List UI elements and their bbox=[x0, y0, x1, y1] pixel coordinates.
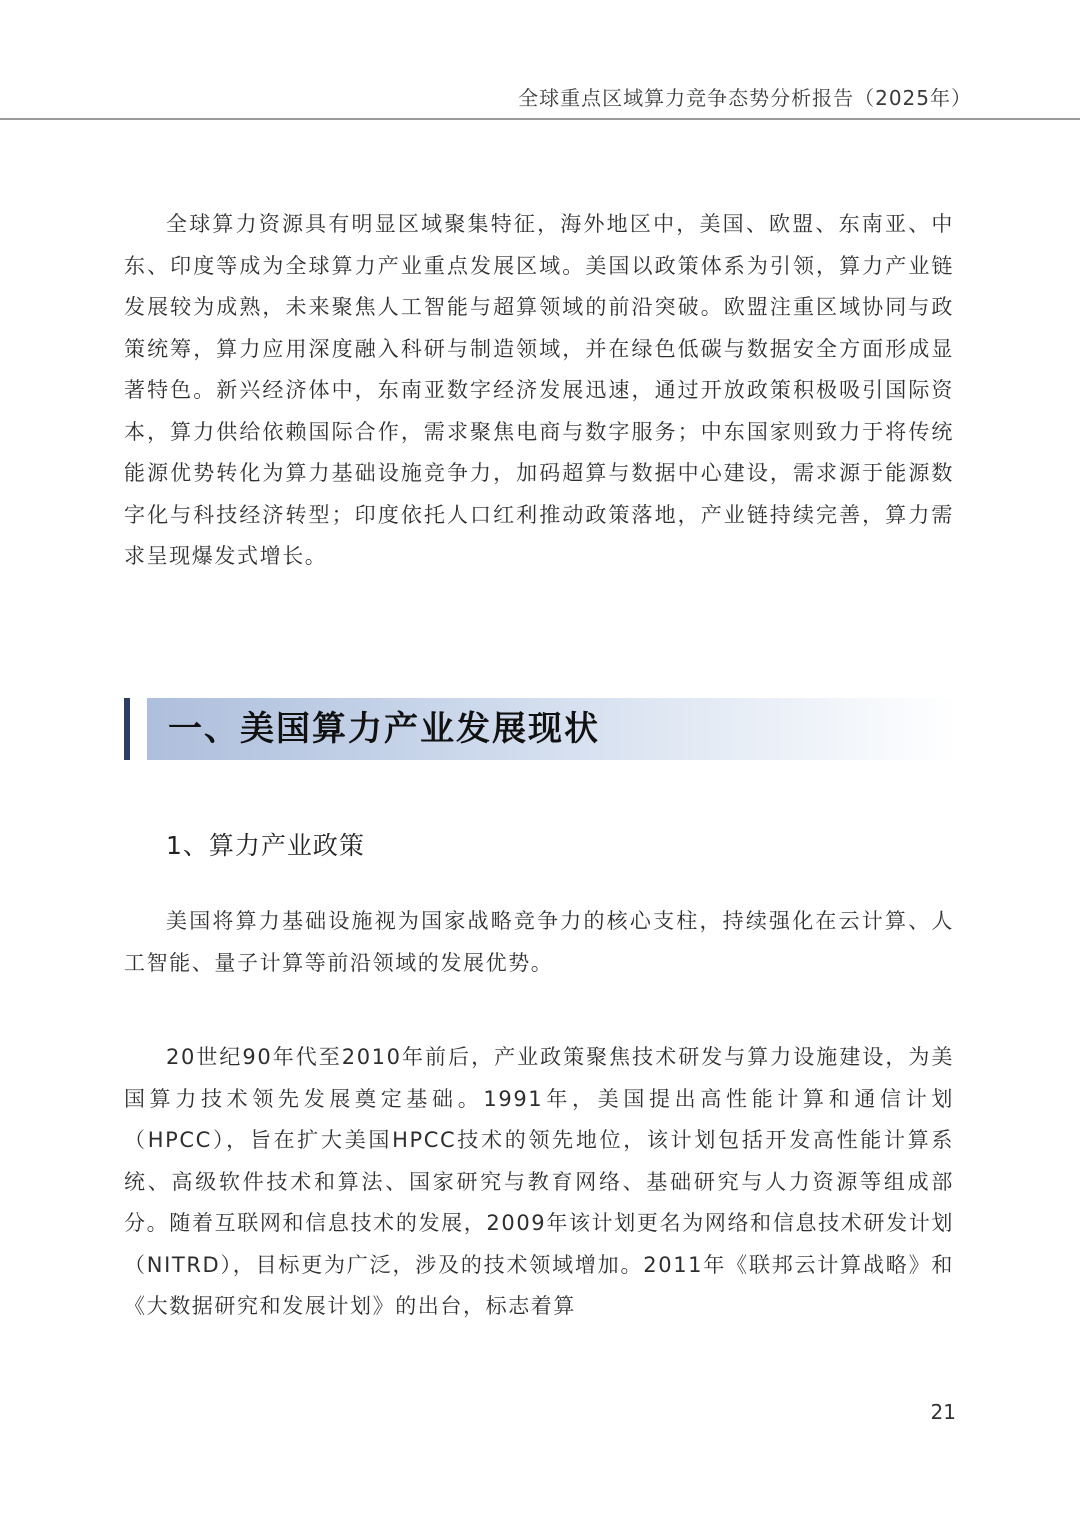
body-paragraph-2: 20世纪90年代至2010年前后，产业政策聚焦技术研发与算力设施建设，为美国算力技术领先发展奠定基础。1991年，美国提出高性能计算和通信计划（HPCC），旨在扩大美国HPCC技术的领先地位，该计划包括开发高性能计算系统、高级软件技术和算法、国家研究与教育网络、基础研究与人力资源等组成部分。随着互联网和信息技术的发展，2009年该计划更名为网络和信息技术研发计划（NITRD），目标更为广泛，涉及的技术领域增加。2011年《联邦云计算战略》和《大数据研究和发展计划》的出台，标志着算 bbox=[124, 1045, 954, 1318]
report-title: 全球重点区域算力竞争态势分析报告（2025年） bbox=[518, 86, 972, 110]
body-paragraph-1: 美国将算力基础设施视为国家战略竞争力的核心支柱，持续强化在云计算、人工智能、量子计算等前沿领域的发展优势。 bbox=[124, 909, 954, 975]
intro-paragraph: 全球算力资源具有明显区域聚集特征，海外地区中，美国、欧盟、东南亚、中东、印度等成为全球算力产业重点发展区域。美国以政策体系为引领，算力产业链发展较为成熟，未来聚焦人工智能与超算领域的前沿突破。欧盟注重区域协同与政策统筹，算力应用深度融入科研与制造领域，并在绿色低碳与数据安全方面形成显著特色。新兴经济体中，东南亚数字经济发展迅速，通过开放政策积极吸引国际资本，算力供给依赖国际合作，需求聚焦电商与数字服务；中东国家则致力于将传统能源优势转化为算力基础设施竞争力，加码超算与数据中心建设，需求源于能源数字化与科技经济转型；印度依托人口红利推动政策落地，产业链持续完善，算力需求呈现爆发式增长。 bbox=[124, 212, 954, 568]
section-title: 一、美国算力产业发展现状 bbox=[168, 709, 600, 749]
section-accent-bar bbox=[124, 698, 130, 760]
header-divider bbox=[0, 118, 1080, 120]
page-number: 21 bbox=[930, 1400, 956, 1424]
subsection-title: 1、算力产业政策 bbox=[166, 831, 365, 860]
